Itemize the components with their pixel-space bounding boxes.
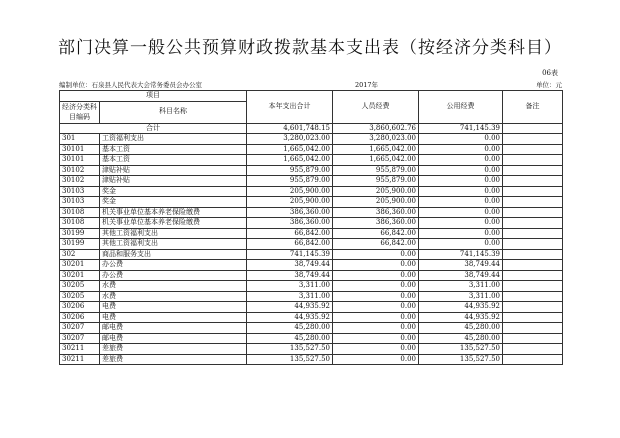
total-note [503, 123, 563, 134]
header-name: 科目名称 [100, 101, 247, 123]
row-note [503, 197, 563, 208]
expenditure-table [59, 90, 563, 365]
row-code: 30101 [60, 144, 100, 155]
row-code: 301 [60, 134, 100, 145]
row-total: 1,665,042.00 [247, 144, 333, 155]
row-public: 0.00 [419, 134, 503, 145]
row-personnel: 0.00 [333, 312, 419, 323]
row-code: 30102 [60, 165, 100, 176]
row-name: 邮电费 [100, 323, 247, 334]
row-note [503, 165, 563, 176]
total-total: 4,601,748.15 [247, 123, 333, 134]
header-code: 经济分类科目编码 [60, 101, 100, 123]
row-personnel: 955,879.00 [333, 176, 419, 187]
row-public: 0.00 [419, 228, 503, 239]
row-total: 955,879.00 [247, 165, 333, 176]
row-name: 津贴补贴 [100, 176, 247, 187]
row-name: 工资福利支出 [100, 134, 247, 145]
row-total: 741,145.39 [247, 249, 333, 260]
row-name: 奖金 [100, 186, 247, 197]
row-name: 基本工资 [100, 144, 247, 155]
table-row [60, 344, 563, 355]
table-row [60, 354, 563, 365]
table-row [60, 134, 563, 145]
row-name: 机关事业单位基本养老保险缴费 [100, 218, 247, 229]
row-note [503, 302, 563, 313]
row-personnel: 0.00 [333, 249, 419, 260]
currency-label: 单位：元 [536, 81, 562, 89]
table-row [60, 228, 563, 239]
row-code: 30102 [60, 176, 100, 187]
row-total: 66,842.00 [247, 239, 333, 250]
row-name: 奖金 [100, 197, 247, 208]
row-total: 955,879.00 [247, 176, 333, 187]
row-code: 30211 [60, 344, 100, 355]
row-personnel: 0.00 [333, 344, 419, 355]
row-name: 水费 [100, 281, 247, 292]
row-total: 205,900.00 [247, 197, 333, 208]
year-label: 2017年 [355, 81, 379, 89]
row-code: 30207 [60, 323, 100, 334]
header-item-group: 项目 [60, 91, 247, 102]
row-public: 38,749.44 [419, 260, 503, 271]
row-code: 30206 [60, 302, 100, 313]
row-code: 30103 [60, 186, 100, 197]
row-public: 44,935.92 [419, 312, 503, 323]
row-code: 30199 [60, 228, 100, 239]
row-total: 45,280.00 [247, 333, 333, 344]
table-row [60, 218, 563, 229]
row-total: 135,527.50 [247, 344, 333, 355]
row-personnel: 0.00 [333, 354, 419, 365]
row-note [503, 333, 563, 344]
row-name: 电费 [100, 312, 247, 323]
row-personnel: 1,665,042.00 [333, 155, 419, 166]
table-row [60, 333, 563, 344]
row-public: 0.00 [419, 218, 503, 229]
row-name: 其他工资福利支出 [100, 239, 247, 250]
row-name: 差旅费 [100, 354, 247, 365]
total-public: 741,145.39 [419, 123, 503, 134]
row-name: 办公费 [100, 270, 247, 281]
row-personnel: 0.00 [333, 291, 419, 302]
row-name: 其他工资福利支出 [100, 228, 247, 239]
header-total: 本年支出合计 [247, 91, 333, 124]
row-personnel: 3,280,023.00 [333, 134, 419, 145]
table-row [60, 260, 563, 271]
row-public: 135,527.50 [419, 354, 503, 365]
row-total: 44,935.92 [247, 312, 333, 323]
row-note [503, 249, 563, 260]
row-name: 津贴补贴 [100, 165, 247, 176]
row-note [503, 260, 563, 271]
row-name: 基本工资 [100, 155, 247, 166]
row-code: 30108 [60, 218, 100, 229]
row-personnel: 66,842.00 [333, 228, 419, 239]
table-row [60, 197, 563, 208]
row-note [503, 291, 563, 302]
row-note [503, 239, 563, 250]
row-total: 66,842.00 [247, 228, 333, 239]
table-row [60, 239, 563, 250]
total-personnel: 3,860,602.76 [333, 123, 419, 134]
row-public: 45,280.00 [419, 333, 503, 344]
row-public: 44,935.92 [419, 302, 503, 313]
row-personnel: 0.00 [333, 260, 419, 271]
row-public: 38,749.44 [419, 270, 503, 281]
total-label: 合计 [60, 123, 247, 134]
meta-row [59, 80, 562, 90]
row-public: 741,145.39 [419, 249, 503, 260]
table-row [60, 186, 563, 197]
row-code: 30199 [60, 239, 100, 250]
row-public: 0.00 [419, 197, 503, 208]
table-row [60, 291, 563, 302]
row-code: 30207 [60, 333, 100, 344]
row-note [503, 323, 563, 334]
row-note [503, 228, 563, 239]
table-row [60, 176, 563, 187]
table-row [60, 312, 563, 323]
row-public: 3,311.00 [419, 281, 503, 292]
row-note [503, 270, 563, 281]
row-code: 30108 [60, 207, 100, 218]
total-row [60, 123, 563, 134]
table-row [60, 302, 563, 313]
row-personnel: 0.00 [333, 323, 419, 334]
document-title: 部门决算一般公共预算财政拨款基本支出表（按经济分类科目） [58, 38, 562, 58]
row-name: 办公费 [100, 260, 247, 271]
row-note [503, 344, 563, 355]
header-public: 公用经费 [419, 91, 503, 124]
row-public: 0.00 [419, 186, 503, 197]
row-name: 电费 [100, 302, 247, 313]
row-personnel: 0.00 [333, 270, 419, 281]
row-public: 0.00 [419, 165, 503, 176]
row-total: 3,311.00 [247, 291, 333, 302]
row-note [503, 176, 563, 187]
row-name: 差旅费 [100, 344, 247, 355]
row-code: 30101 [60, 155, 100, 166]
row-name: 水费 [100, 291, 247, 302]
row-code: 30206 [60, 312, 100, 323]
row-total: 386,360.00 [247, 207, 333, 218]
header-personnel: 人员经费 [333, 91, 419, 124]
row-personnel: 205,900.00 [333, 197, 419, 208]
row-personnel: 386,360.00 [333, 218, 419, 229]
row-name: 机关事业单位基本养老保险缴费 [100, 207, 247, 218]
row-public: 135,527.50 [419, 344, 503, 355]
row-public: 0.00 [419, 176, 503, 187]
row-name: 商品和服务支出 [100, 249, 247, 260]
row-total: 44,935.92 [247, 302, 333, 313]
row-personnel: 0.00 [333, 333, 419, 344]
table-row [60, 249, 563, 260]
table-row [60, 281, 563, 292]
unit-label: 编制单位：石泉县人民代表大会常务委员会办公室 [59, 81, 202, 89]
row-note [503, 218, 563, 229]
row-total: 135,527.50 [247, 354, 333, 365]
table-row [60, 270, 563, 281]
table-row [60, 165, 563, 176]
header-note: 备注 [503, 91, 563, 124]
form-number: 06表 [542, 69, 558, 77]
row-note [503, 281, 563, 292]
row-total: 1,665,042.00 [247, 155, 333, 166]
table-row [60, 323, 563, 334]
row-code: 30205 [60, 291, 100, 302]
row-public: 3,311.00 [419, 291, 503, 302]
row-personnel: 0.00 [333, 302, 419, 313]
row-note [503, 144, 563, 155]
row-total: 205,900.00 [247, 186, 333, 197]
row-note [503, 312, 563, 323]
table-row [60, 144, 563, 155]
row-name: 邮电费 [100, 333, 247, 344]
row-personnel: 386,360.00 [333, 207, 419, 218]
row-public: 0.00 [419, 155, 503, 166]
row-total: 3,280,023.00 [247, 134, 333, 145]
table-body [60, 123, 563, 365]
row-note [503, 354, 563, 365]
row-personnel: 205,900.00 [333, 186, 419, 197]
row-total: 3,311.00 [247, 281, 333, 292]
row-code: 30205 [60, 281, 100, 292]
row-total: 38,749.44 [247, 270, 333, 281]
row-public: 45,280.00 [419, 323, 503, 334]
row-code: 302 [60, 249, 100, 260]
row-personnel: 0.00 [333, 281, 419, 292]
row-code: 30201 [60, 270, 100, 281]
row-note [503, 207, 563, 218]
row-public: 0.00 [419, 239, 503, 250]
table-row [60, 155, 563, 166]
table-row [60, 207, 563, 218]
row-note [503, 155, 563, 166]
row-note [503, 186, 563, 197]
row-code: 30103 [60, 197, 100, 208]
row-public: 0.00 [419, 144, 503, 155]
row-personnel: 1,665,042.00 [333, 144, 419, 155]
row-public: 0.00 [419, 207, 503, 218]
row-personnel: 66,842.00 [333, 239, 419, 250]
row-total: 386,360.00 [247, 218, 333, 229]
row-total: 38,749.44 [247, 260, 333, 271]
row-note [503, 134, 563, 145]
row-code: 30201 [60, 260, 100, 271]
row-code: 30211 [60, 354, 100, 365]
row-personnel: 955,879.00 [333, 165, 419, 176]
row-total: 45,280.00 [247, 323, 333, 334]
